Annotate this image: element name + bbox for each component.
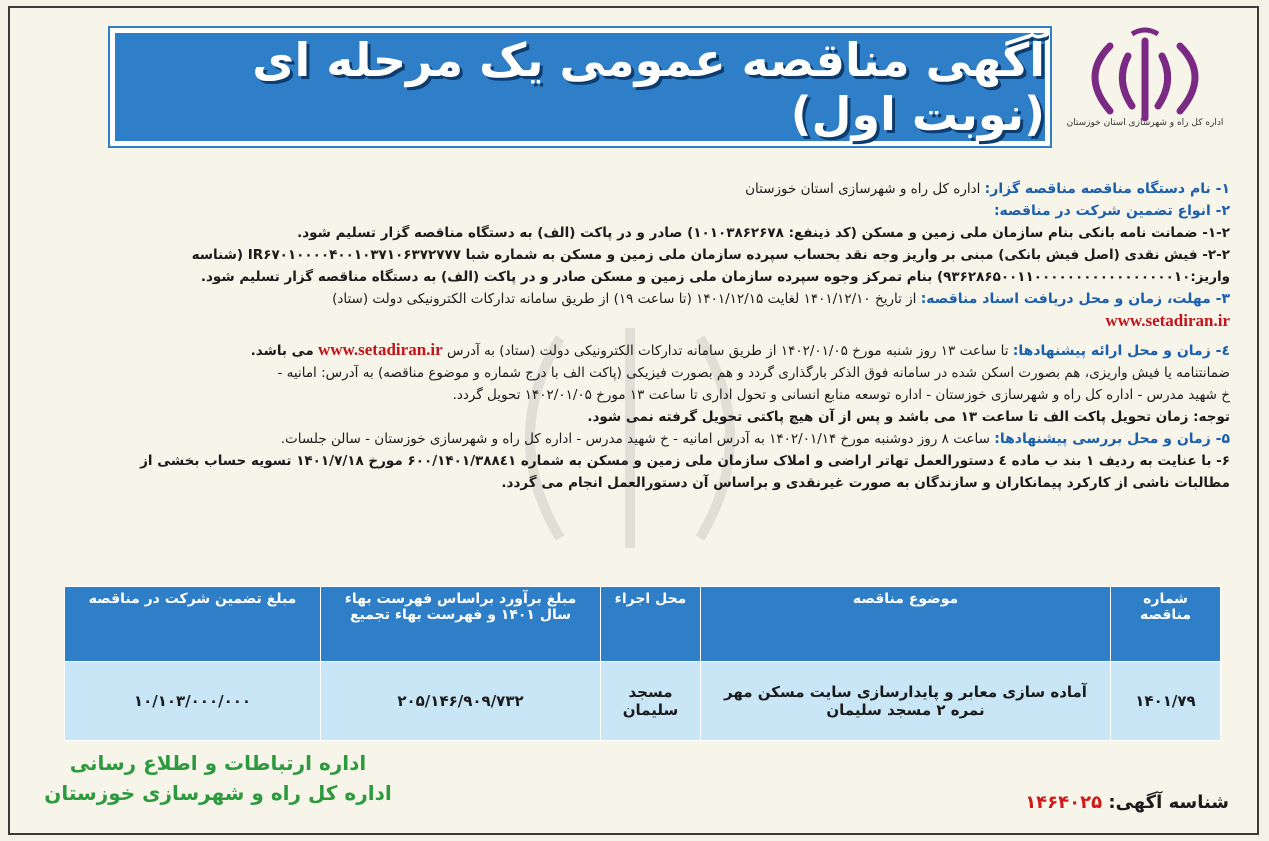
col-header-location: محل اجراء [601, 587, 701, 662]
cell-guarantee: ۱۰/۱۰۳/۰۰۰/۰۰۰ [65, 662, 321, 741]
section-6a: ۶- با عنایت به ردیف ۱ بند ب ماده ٤ دستورالعمل تهاتر اراضی و املاک سازمان ملی زمین و مسکن به شماره ۶۰۰/۱۴۰۱/۳۸۸٤۱ مورخ ۱۴۰۱/۷/۱۸ تسویه حساب بخشی از [140, 453, 1230, 469]
header [10, 8, 1257, 173]
col-header-estimate: مبلغ برآورد براساس فهرست بهاء سال ۱۴۰۱ و فهرست بهاء تجمیع [321, 587, 601, 662]
delivery-note: توجه: زمان تحویل پاکت الف تا ساعت ۱۳ می باشد و پس از آن هیچ پاکتی تحویل گرفته نمی شود. [587, 409, 1230, 425]
ad-identifier [1025, 792, 1229, 813]
section-2-heading: ۲- انواع تضمین شرکت در مناقصه: [993, 203, 1230, 219]
setadiran-link[interactable]: www.setadiran.ir [1105, 311, 1230, 330]
cell-subject: آماده سازی معابر و پایدارسازی سایت مسکن مهر نمره ۲ مسجد سلیمان [701, 662, 1111, 741]
section-1: ۱- نام دستگاه مناقصه مناقصه گزار: اداره کل راه و شهرسازی استان خوزستان [745, 181, 1230, 197]
section-4-line-3: خ شهید مدرس - اداره کل راه و شهرسازی خوزستان - اداره توسعه منابع انسانی و تحول اداری تا ساعت ۱۳ مورخ ۱۴۰۲/۰۱/۰۵ تحویل گردد. [452, 387, 1230, 403]
col-header-subject: موضوع مناقصه [701, 587, 1111, 662]
section-4: ٤- زمان و محل ارائه پیشنهادها: تا ساعت ۱۳ روز شنبه مورخ ۱۴۰۲/۰۱/۰۵ از طریق سامانه تدارکات الکترونیکی دولت (ستاد) به آدرس www.setadiran.ir می باشد. [250, 340, 1230, 359]
table-header-row [65, 587, 1221, 662]
tender-table [64, 586, 1221, 741]
ad-id-value: ۱۴۶۴۰۲۵ [1025, 792, 1103, 813]
section-3: ۳- مهلت، زمان و محل دریافت اسناد مناقصه: از تاریخ ۱۴۰۱/۱۲/۱۰ لغایت ۱۴۰۱/۱۲/۱۵ (تا ساعت ۱۹) از طریق سامانه تدارکات الکترونیکی دولت (ستاد) [332, 291, 1230, 307]
section-2-2a: ۲-۲- فیش نقدی (اصل فیش بانکی) مبنی بر واریز وجه نقد بحساب سپرده سازمان ملی زمین و مسکن به شماره شبا IR۶۷۰۱۰۰۰۰۴۰۰۱۰۳۷۱۰۶۳۷۲۷۷۷ (شناسه [191, 247, 1230, 263]
body-text [40, 178, 1230, 494]
issuer-signature [38, 748, 398, 808]
issuer-line-1: اداره ارتباطات و اطلاع رسانی [69, 751, 367, 775]
section-3-url-line [40, 310, 1230, 333]
logo-caption: اداره کل راه و شهرسازی استان خوزستان [1066, 118, 1224, 128]
table-row [65, 662, 1221, 741]
cell-location: مسجد سلیمان [601, 662, 701, 741]
col-header-number: شماره مناقصه [1111, 587, 1221, 662]
page-title: آگهی مناقصه عمومی یک مرحله ای (نوبت اول) [252, 33, 1045, 141]
cell-estimate: ۲۰۵/۱۴۶/۹۰۹/۷۳۲ [321, 662, 601, 741]
col-header-guarantee: مبلغ تضمین شرکت در مناقصه [65, 587, 321, 662]
section-5: ۵- زمان و محل بررسی پیشنهادها: ساعت ۸ روز دوشنبه مورخ ۱۴۰۲/۰۱/۱۴ به آدرس امانیه - خ شهید مدرس - اداره کل راه و شهرسازی خوزستان - سالن جلسات. [280, 431, 1230, 447]
emblem-logo-icon [1070, 26, 1220, 146]
issuer-line-2: اداره کل راه و شهرسازی خوزستان [44, 781, 392, 805]
cell-number: ۱۴۰۱/۷۹ [1111, 662, 1221, 741]
section-2-2b: واریز:۹۳۶۲۸۶۵۰۰۱۱۰۰۰۰۰۰۰۰۰۰۰۰۰۰۰۰۰۱۰) بنام تمرکز وجوه سپرده سازمان ملی زمین و مسکن صادر و در پاکت (الف) به دستگاه مناقصه گزار تسلیم شود. [200, 269, 1230, 285]
setadiran-link-2[interactable]: www.setadiran.ir [318, 340, 443, 359]
advertisement-frame [8, 6, 1259, 835]
ad-id-label: شناسه آگهی: [1108, 792, 1229, 813]
section-2-1: ۱-۲- ضمانت نامه بانکی بنام سازمان ملی زمین و مسکن (کد ذینفع: ۱۰۱۰۳۸۶۲۶۷۸) صادر و در پاکت (الف) به دستگاه مناقصه گزار تسلیم شود. [297, 225, 1230, 241]
section-6b: مطالبات ناشی از کارکرد پیمانکاران و سازندگان به صورت غیرنقدی و براساس آن دستورالعمل انجام می گردد. [501, 475, 1230, 491]
section-4-line-2: ضمانتنامه یا فیش واریزی، هم بصورت اسکن شده در سامانه فوق الذکر بارگذاری گردد و هم بصورت فیزیکی (پاکت الف با درج شماره و موضوع مناقصه) به آدرس: امانیه - [277, 365, 1230, 381]
title-banner [110, 28, 1050, 146]
